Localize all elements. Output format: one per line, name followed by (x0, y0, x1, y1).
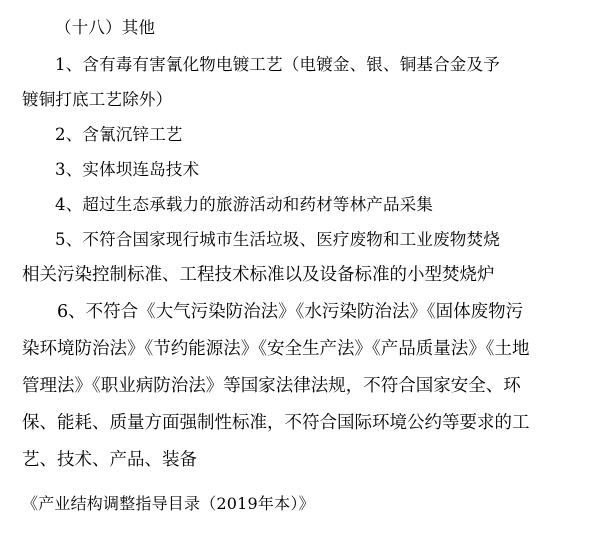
list-item-1-line-2: 镀铜打底工艺除外） (22, 90, 173, 109)
list-item-6-line-5: 艺、技术、产品、装备 (22, 450, 197, 470)
footer-source-note: 《产业结构调整指导目录（2019年本）》 (22, 494, 315, 513)
list-item-6-line-1: 6、不符合《大气污染防治法》《水污染防治法》《固体废物污 (57, 302, 524, 322)
list-item-5-line-2: 相关污染控制标准、工程技术标准以及设备标准的小型焚烧炉 (22, 265, 495, 285)
list-item-2-line-1: 2、含氰沉锌工艺 (55, 125, 183, 144)
list-item-6-line-2: 染环境防治法》《节约能源法》《安全生产法》《产品质量法》《土地 (22, 339, 530, 359)
list-item-1-line-1: 1、含有毒有害氰化物电镀工艺（电镀金、银、铜基合金及予 (55, 55, 500, 74)
list-item-4-line-1: 4、超过生态承载力的旅游活动和药材等林产品采集 (55, 195, 434, 214)
list-item-6-line-4: 保、能耗、质量方面强制性标准，不符合国际环境公约等要求的工 (22, 413, 530, 433)
list-item-6-line-3: 管理法》《职业病防治法》等国家法律法规，不符合国家安全、环 (22, 376, 521, 396)
list-item-5-line-1: 5、不符合国家现行城市生活垃圾、医疗废物和工业废物焚烧 (55, 230, 500, 249)
list-item-3-line-1: 3、实体坝连岛技术 (55, 160, 200, 179)
section-heading: （十八）其他 (55, 18, 156, 37)
